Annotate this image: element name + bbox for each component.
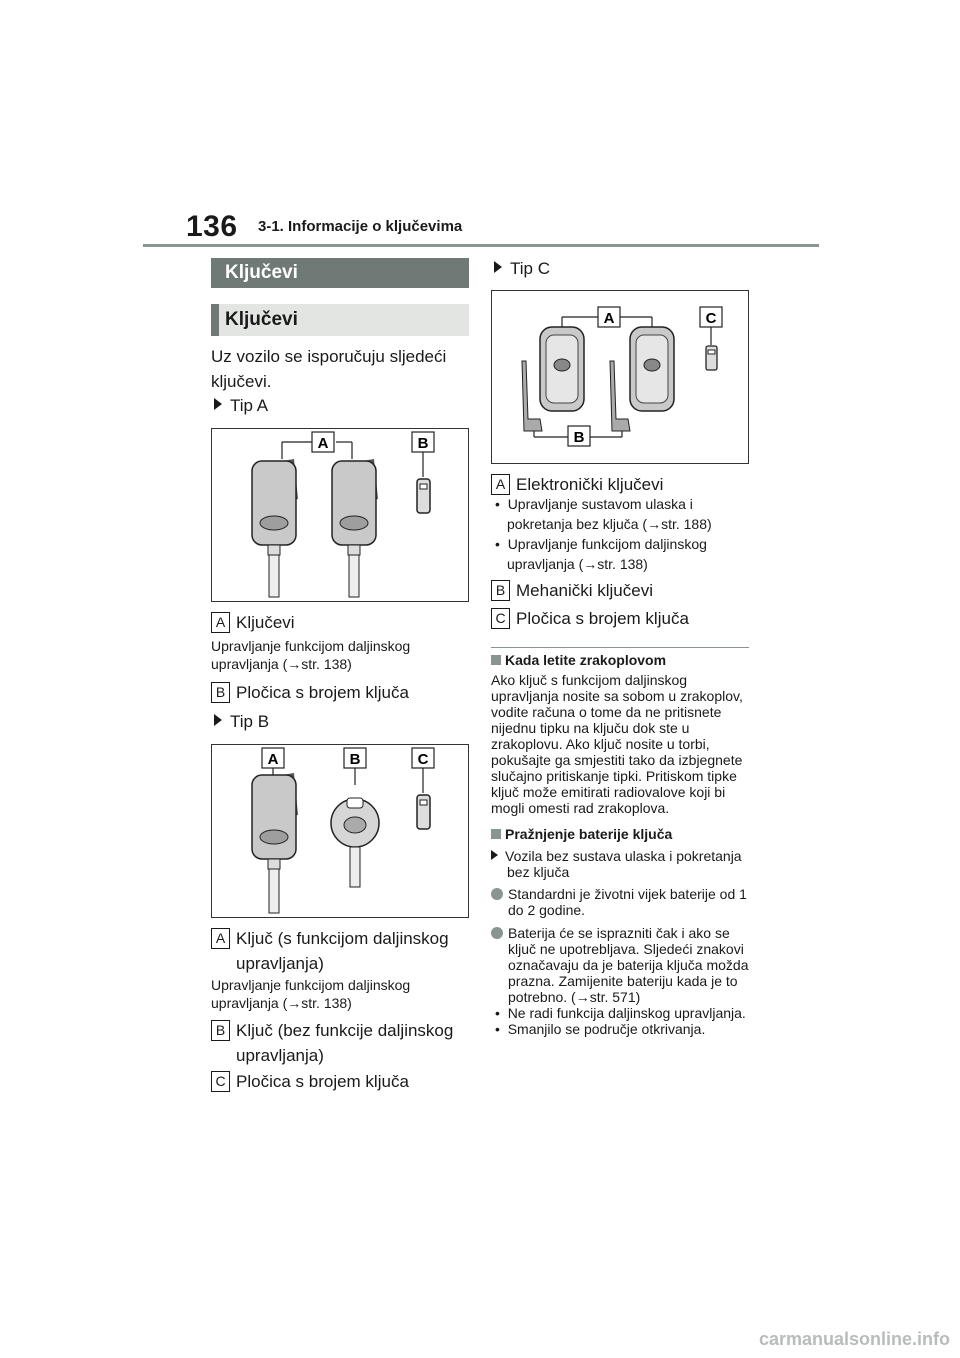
letter-box-b: B: [211, 1020, 230, 1041]
fig-a-label-b: B: [417, 435, 429, 452]
type-c-item-a-subs: [491, 494, 749, 574]
fig-a-label-a: A: [317, 435, 329, 452]
letter-box-b: B: [211, 682, 230, 703]
note-battery-bullet2: Baterija će se isprazniti čak i ako se ključ ne upotrebljava. Sljedeći znakovi označavaju da je baterija ključa možda prazna. Zamijenite bateriju kada je to potrebno. (→str. 571): [491, 925, 753, 1005]
chapter-title: 3-1. Informacije o ključevima: [258, 218, 463, 235]
note-battery-subhead: Vozila bez sustava ulaska i pokretanja bez ključa: [491, 848, 753, 880]
figure-type-b: [211, 744, 469, 918]
round-bullet-icon: [491, 888, 503, 900]
subsection-title: Ključevi: [225, 309, 298, 330]
note-flight-title: Kada letite zrakoplovom: [505, 652, 667, 668]
figure-type-c: [491, 290, 749, 464]
page-number: 136: [186, 210, 238, 243]
type-b-heading: [214, 709, 269, 734]
list-item: • Ne radi funkcija daljinskog upravljanja.: [495, 1005, 746, 1021]
fig-c-label-b: B: [573, 429, 585, 446]
letter-box-a: A: [211, 612, 230, 633]
letter-box-a: A: [211, 928, 230, 949]
list-item: • Upravljanje sustavom ulaska i pokretanja bez ključa (→str. 188): [495, 496, 712, 532]
type-c-heading: [494, 256, 550, 281]
type-a-label: Tip A: [230, 396, 269, 415]
fig-c-label-a: A: [603, 310, 615, 327]
letter-box-b: B: [491, 580, 510, 601]
triangle-icon: [494, 261, 502, 273]
section-title: Ključevi: [225, 262, 298, 283]
type-c-item-c: [491, 606, 749, 631]
subsection-title-bar: [211, 304, 469, 336]
type-b-item-c-title: Pločica s brojem ključa: [236, 1072, 409, 1091]
subsection-edge: [211, 304, 219, 336]
fig-b-label-a: A: [267, 751, 279, 768]
type-b-item-a-desc: Upravljanje funkcijom daljinskog upravljanja (→str. 138): [211, 977, 411, 1011]
section-title-bar: [211, 258, 469, 288]
intro-text: Uz vozilo se isporučuju sljedeći ključevi.: [211, 347, 447, 391]
note-battery-title: Pražnjenje baterije ključa: [505, 826, 673, 842]
list-item: • Smanjilo se područje otkrivanja.: [495, 1021, 706, 1037]
note-battery-bullet1: Standardni je životni vijek baterije od 1 do 2 godine.: [491, 886, 753, 918]
type-a-item-a-desc: Upravljanje funkcijom daljinskog upravljanja (→str. 138): [211, 638, 411, 672]
type-b-item-b-title: Ključ (bez funkcije daljinskog upravljanja): [236, 1021, 454, 1065]
triangle-icon: [491, 850, 498, 860]
figure-type-a: [211, 428, 469, 602]
list-item: • Upravljanje funkcijom daljinskog upravljanja (→str. 138): [495, 536, 707, 572]
type-a-item-a: [211, 610, 469, 635]
type-c-item-a-title: Elektronički ključevi: [516, 475, 664, 494]
fig-b-label-b: B: [349, 751, 361, 768]
notes-divider: [491, 647, 749, 648]
keys-illustration-a: [212, 429, 467, 600]
letter-box-c: C: [491, 608, 510, 629]
keys-illustration-b: [212, 745, 467, 916]
type-c-item-c-title: Pločica s brojem ključa: [516, 609, 689, 628]
type-b-label: Tip B: [230, 712, 270, 731]
watermark: carmanualsonline.info: [758, 1329, 950, 1349]
type-b-item-a-title: Ključ (s funkcijom daljinskog upravljanja): [236, 929, 449, 973]
triangle-icon: [214, 398, 222, 410]
fig-b-label-c: C: [417, 751, 429, 768]
fig-c-label-c: C: [705, 310, 717, 327]
triangle-icon: [214, 714, 222, 726]
type-b-item-a: [211, 926, 469, 976]
type-b-item-c: [211, 1069, 469, 1094]
header-rule: [143, 244, 819, 247]
type-a-item-b: [211, 680, 469, 705]
type-a-item-a-title: Ključevi: [236, 613, 295, 632]
type-c-item-b: [491, 578, 749, 603]
letter-box-a: A: [491, 474, 510, 495]
type-a-item-b-title: Pločica s brojem ključa: [236, 683, 409, 702]
square-bullet-icon: [491, 829, 501, 839]
note-battery-dots: [491, 1005, 753, 1037]
type-c-item-b-title: Mehanički ključevi: [516, 581, 653, 600]
note-flight-text: Ako ključ s funkcijom daljinskog upravljanja nosite sa sobom u zrakoplov, vodite računa o tome da ne pritisnete nijednu tipku na ključu dok ste u zrakoplovu. Ako ključ nosite u torbi, pokušajte ga smjestiti tako da izbjegnete slučajno pritiskanje tipki. Pritiskom tipke ključ može emitirati radiovalove koji bi mogli omesti rad zrakoplova.: [491, 672, 743, 816]
type-a-heading: [214, 393, 268, 418]
keys-illustration-c: [492, 291, 747, 462]
type-b-item-b: [211, 1018, 469, 1068]
square-bullet-icon: [491, 655, 501, 665]
round-bullet-icon: [491, 927, 503, 939]
type-c-label: Tip C: [510, 259, 550, 278]
letter-box-c: C: [211, 1071, 230, 1092]
note-flight-heading: [491, 652, 666, 668]
note-battery-heading: [491, 826, 672, 842]
